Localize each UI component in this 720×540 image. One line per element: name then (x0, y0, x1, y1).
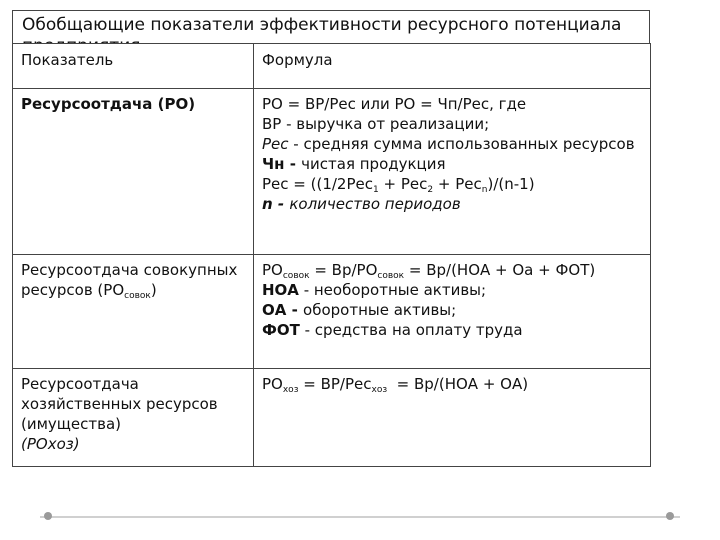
table-row (13, 89, 651, 255)
term-definition: чистая продукция (301, 155, 446, 173)
term: НОА (262, 281, 299, 299)
term-definition: - средства на оплату труда (299, 321, 523, 339)
formula-line (262, 174, 642, 194)
formula-part: + Рес (378, 175, 428, 193)
formula-line (262, 134, 642, 154)
indicator-label: Ресурсоотдача хозяйственных ресурсов (имущества) (21, 375, 218, 433)
subscript: совок (377, 271, 405, 281)
formula-line: РО = ВР/Рес или РО = Чп/Рес, где (262, 95, 527, 113)
formula-line (262, 194, 642, 214)
formula-cell (254, 89, 651, 255)
header-formula: Формула (254, 44, 651, 89)
term-definition: - средняя сумма использованных ресурсов (288, 135, 635, 153)
table-row (13, 369, 651, 467)
formula-part: + Рес (433, 175, 482, 193)
formula-part: = Вр/(НОА + ОА) (387, 375, 529, 393)
subscript: хоз (282, 385, 299, 395)
term: Чн - (262, 155, 302, 173)
term-definition: оборотные активы; (303, 301, 457, 319)
formula-part: РО (262, 261, 283, 279)
term: Рес (262, 135, 289, 153)
formula-line (262, 260, 642, 280)
term: ОА - (262, 301, 304, 319)
term-definition: количество периодов (289, 195, 461, 213)
formula-line (262, 280, 642, 300)
formula-line (262, 154, 642, 174)
formula-line (262, 300, 642, 320)
indicator-label: Ресурсоотдача (РО) (21, 95, 196, 113)
term: ФОТ (262, 321, 300, 339)
term: n - (262, 195, 290, 213)
formula-cell (254, 369, 651, 467)
formula-part: РО (262, 375, 283, 393)
formula-part: = Вр/(НОА + Оа + ФОТ) (404, 261, 596, 279)
indicator-abbrev: (РОхоз) (21, 435, 80, 453)
subscript: хоз (371, 385, 388, 395)
subscript: n (481, 185, 488, 195)
indicator-cell (13, 369, 254, 467)
indicators-table (12, 43, 651, 467)
formula-part: )/(n-1) (487, 175, 535, 193)
subscript: совок (124, 291, 151, 301)
formula-cell (254, 255, 651, 369)
indicator-label: Ресурсоотдача совокупных ресурсов (РО (21, 261, 238, 299)
subscript: совок (282, 271, 310, 281)
indicator-cell (13, 255, 254, 369)
formula-line: ВР - выручка от реализации; (262, 115, 490, 133)
formula-part: = ВР/Рес (298, 375, 372, 393)
header-indicator: Показатель (13, 44, 254, 89)
slide-title: Обобщающие показатели эффективности ресурсного потенциала (22, 15, 622, 35)
bullet-dot-right (666, 512, 674, 520)
term-definition: - необоротные активы; (298, 281, 487, 299)
bottom-divider (40, 516, 680, 518)
subscript: 2 (427, 185, 434, 195)
indicator-cell (13, 89, 254, 255)
formula-line (262, 320, 642, 340)
bullet-dot-left (44, 512, 52, 520)
subscript: 1 (373, 185, 379, 195)
indicator-label-end: ) (150, 281, 157, 299)
formula-part: = Вр/РО (309, 261, 378, 279)
formula-part: Рес = ((1/2Рес (262, 175, 373, 193)
table-header-row (13, 44, 651, 89)
table-row (13, 255, 651, 369)
formula-line (262, 374, 642, 394)
